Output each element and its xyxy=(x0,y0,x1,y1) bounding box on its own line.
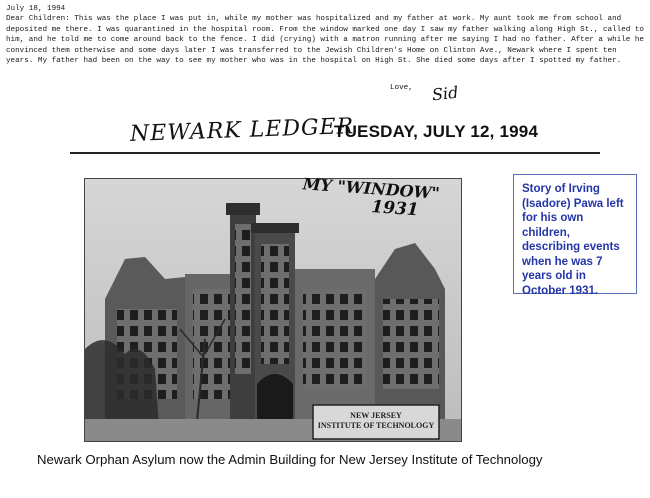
letter-date: July 18, 1994 xyxy=(6,5,66,13)
letter-text xyxy=(6,4,646,66)
story-callout-box xyxy=(513,174,637,297)
annotation-year: 1931 xyxy=(370,197,420,221)
annotation-window: MY "WINDOW" xyxy=(302,174,441,203)
letter-signoff: Love, xyxy=(390,84,413,92)
newspaper-masthead xyxy=(70,114,600,156)
handwritten-newspaper-name: NEWARK LEDGER xyxy=(129,114,355,147)
sign-line-1: NEW JERSEY xyxy=(350,411,402,420)
letter-body: Dear Children: This was the place I was put in, while my mother was hospitalized and my father at work. My aunt took me from school and deposited me there. I was quarantined in the hospital room. From the window marked one day I saw my father walking along High St., called to him, and he told me to come around back to the fence. I did (crying) with a matron running after me saying I had no father. After a while he convinced them otherwise and some days later I was transferred to the Jewish Children's Home on Clinton Ave., Newark where I spent ten years. My father had been on the way to see my mother who was in the hospital on High St. She died some days after I spotted my father. xyxy=(6,15,644,66)
newspaper-dateline: TUESDAY, JULY 12, 1994 xyxy=(334,122,539,141)
sign-line-2: INSTITUTE OF TECHNOLOGY xyxy=(317,421,435,430)
story-callout-text: Story of Irving (Isadore) Pawa left for his own children, describing events when he was 7 years old in October 1931. xyxy=(522,183,624,297)
signature: Sid xyxy=(431,82,460,105)
photo-caption: Newark Orphan Asylum now the Admin Building for New Jersey Institute of Technology xyxy=(37,452,543,467)
institute-sign xyxy=(317,411,435,431)
masthead-rule xyxy=(70,152,600,154)
